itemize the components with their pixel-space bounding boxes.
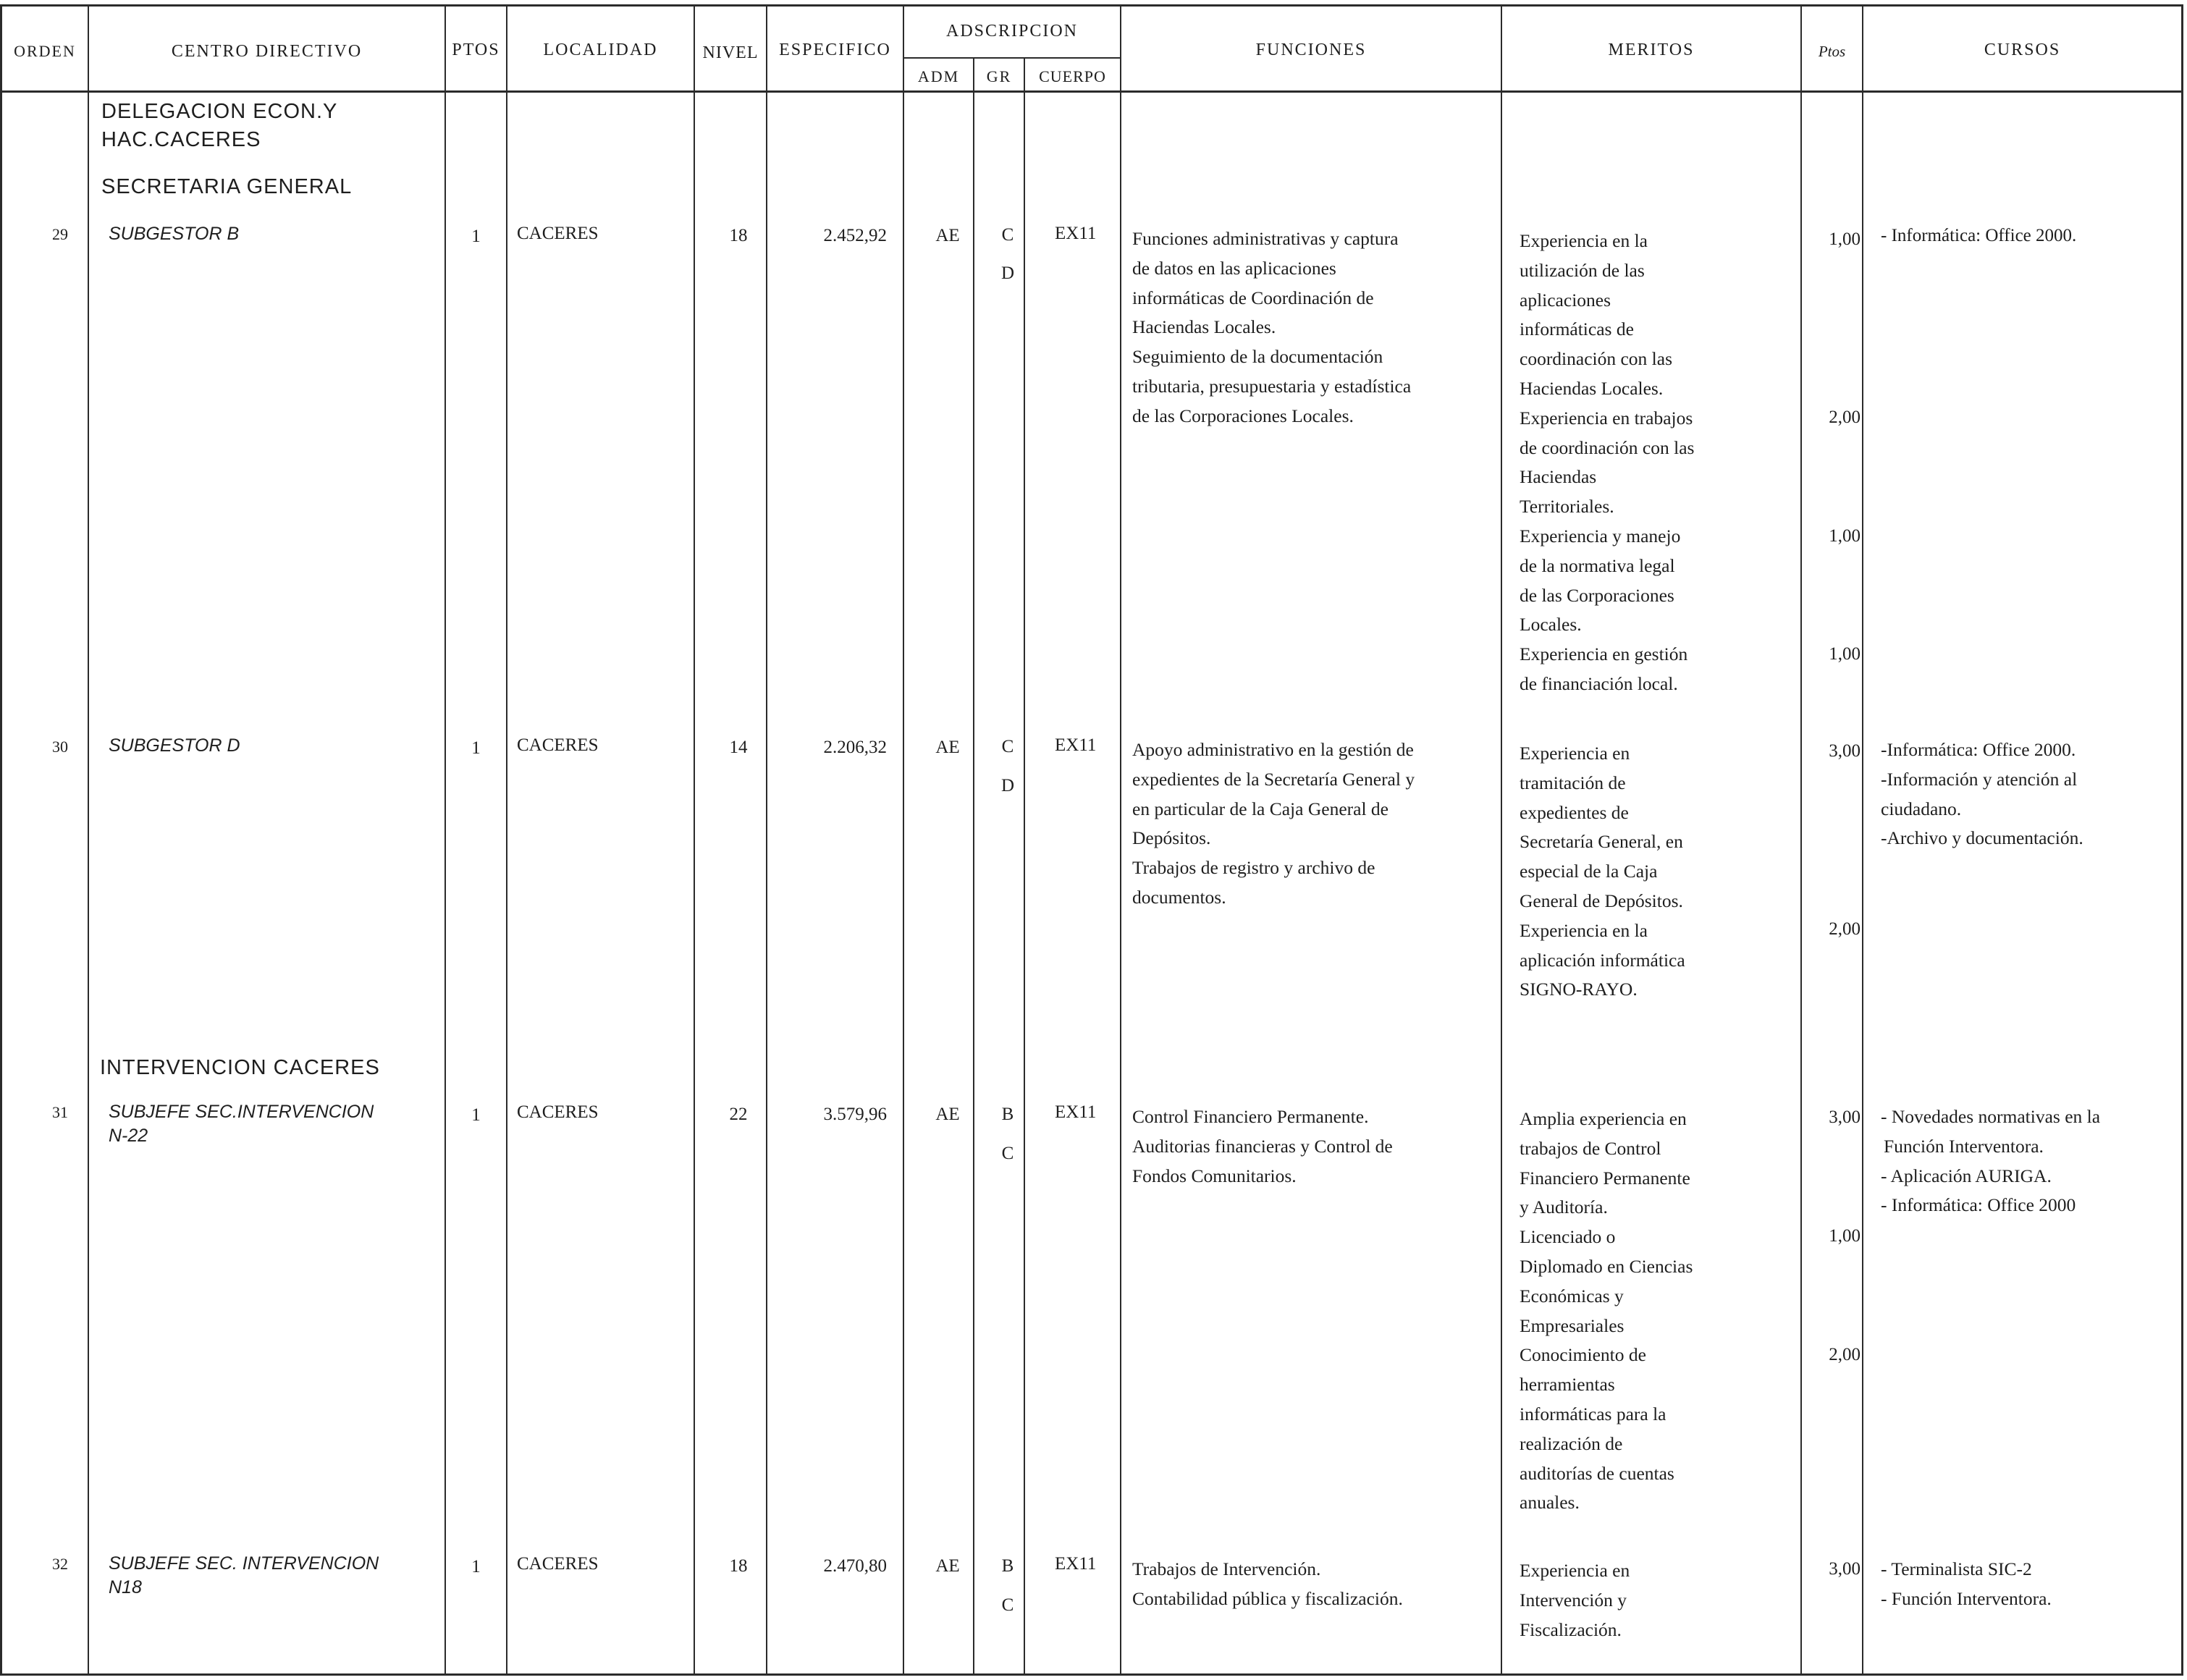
row-ptos: 1	[471, 1557, 481, 1576]
row-puntos: 1,00	[1829, 229, 1861, 249]
row-cuerpo: EX11	[1055, 1554, 1097, 1574]
row-cursos: - Informática: Office 2000.	[1881, 226, 2077, 245]
row-gr: D	[1000, 776, 1015, 795]
row-nivel: 18	[729, 1556, 748, 1576]
row-cursos: - Novedades normativas en la Función Interventora. - Aplicación AURIGA. - Informática: Office 2000	[1881, 1106, 2101, 1216]
header-localidad: LOCALIDAD	[543, 41, 658, 59]
header-especifico: ESPECIFICO	[779, 41, 891, 59]
row-gr: B	[1001, 1556, 1014, 1576]
row-orden: 31	[52, 1103, 68, 1121]
col-divider	[1024, 57, 1025, 1676]
col-divider	[973, 57, 974, 1676]
row-orden: 29	[52, 225, 68, 243]
row-localidad: CACERES	[517, 1554, 599, 1574]
row-meritos: Experiencia en la utilización de las aplicaciones informáticas de coordinación con las Haciendas Locales. Experiencia en trabajos de coordinación con las Haciendas Territoriales. Experiencia y manejo de la normativa legal de las Corporaciones Locales. Experiencia en gestión de financiación local.	[1520, 230, 1695, 694]
row-especifico: 2.452,92	[823, 226, 887, 245]
col-divider	[694, 4, 695, 1676]
group-heading: DELEGACION ECON.Y	[101, 100, 338, 123]
row-puntos: 1,00	[1829, 1226, 1861, 1246]
row-cursos: -Informática: Office 2000. -Información y atención al ciudadano. -Archivo y documentación.	[1881, 739, 2083, 849]
row-puesto: SUBGESTOR D	[109, 735, 240, 756]
row-gr: C	[1001, 1144, 1014, 1163]
row-gr: C	[1001, 1595, 1014, 1615]
row-puntos: 3,00	[1829, 1107, 1861, 1127]
row-orden: 30	[52, 738, 68, 756]
section-heading: INTERVENCION CACERES	[100, 1056, 380, 1079]
row-cuerpo: EX11	[1055, 224, 1097, 243]
row-gr: C	[1001, 225, 1014, 245]
row-gr: D	[1000, 263, 1015, 283]
header-orden: ORDEN	[14, 42, 76, 60]
row-funciones: Control Financiero Permanente. Auditorias financieras y Control de Fondos Comunitarios.	[1132, 1106, 1393, 1186]
row-puesto: SUBJEFE SEC.INTERVENCION	[109, 1102, 374, 1122]
row-ptos: 1	[471, 227, 481, 246]
row-puntos: 1,00	[1829, 644, 1861, 664]
row-funciones: Trabajos de Intervención. Contabilidad pública y fiscalización.	[1132, 1558, 1403, 1609]
row-cuerpo: EX11	[1055, 1102, 1097, 1122]
header-cursos: CURSOS	[1984, 41, 2061, 59]
row-localidad: CACERES	[517, 735, 599, 755]
header-ptos: PTOS	[452, 41, 500, 59]
row-adm: AE	[935, 738, 960, 757]
row-puntos: 2,00	[1829, 408, 1861, 427]
section-heading: SECRETARIA GENERAL	[101, 175, 353, 198]
row-funciones: Funciones administrativas y captura de datos en las aplicaciones informáticas de Coordinación de Haciendas Locales. Seguimiento de la documentación tributaria, presupuestaria y estadística de las Corporaciones Locales.	[1132, 228, 1412, 426]
header-cuerpo: CUERPO	[1039, 67, 1106, 85]
col-divider	[2181, 4, 2183, 1676]
row-nivel: 14	[729, 738, 748, 757]
row-adm: AE	[935, 1105, 960, 1124]
col-divider	[1501, 4, 1502, 1676]
row-puesto: SUBGESTOR B	[109, 224, 240, 244]
header-nivel: NIVEL	[702, 43, 759, 62]
col-divider	[1120, 4, 1121, 1676]
row-orden: 32	[52, 1555, 68, 1573]
row-funciones: Apoyo administrativo en la gestión de expedientes de la Secretaría General y en particular de la Caja General de Depósitos. Trabajos de registro y archivo de documentos.	[1132, 739, 1415, 908]
header-gr: GR	[986, 67, 1012, 85]
row-ptos: 1	[471, 738, 481, 758]
col-divider	[0, 4, 2, 1676]
row-adm: AE	[935, 1556, 960, 1576]
table-bottom-border	[0, 1673, 2183, 1676]
row-puntos: 1,00	[1829, 526, 1861, 546]
row-puesto: N18	[109, 1577, 142, 1597]
adscripcion-divider	[903, 57, 1121, 59]
row-localidad: CACERES	[517, 1102, 599, 1122]
row-adm: AE	[935, 226, 960, 245]
row-ptos: 1	[471, 1105, 481, 1125]
col-divider	[506, 4, 507, 1676]
header-funciones: FUNCIONES	[1255, 41, 1367, 59]
group-heading: HAC.CACERES	[101, 128, 261, 151]
col-divider	[1800, 4, 1802, 1676]
header-meritos: MERITOS	[1608, 41, 1695, 59]
row-puntos: 2,00	[1829, 919, 1861, 939]
table-top-border	[0, 4, 2183, 7]
row-puesto: SUBJEFE SEC. INTERVENCION	[109, 1553, 379, 1574]
row-nivel: 18	[729, 226, 748, 245]
row-puntos: 2,00	[1829, 1345, 1861, 1364]
header-centro-directivo: CENTRO DIRECTIVO	[171, 42, 363, 61]
row-especifico: 2.206,32	[823, 738, 887, 757]
row-cuerpo: EX11	[1055, 735, 1097, 755]
col-divider	[88, 4, 89, 1676]
row-nivel: 22	[729, 1105, 748, 1124]
row-puntos: 3,00	[1829, 1559, 1861, 1579]
row-gr: C	[1001, 737, 1014, 756]
row-meritos: Amplia experiencia en trabajos de Control Financiero Permanente y Auditoría. Licenciado o Diplomado en Ciencias Económicas y Empresariales Conocimiento de herramientas informáticas para la realización de auditorías de cuentas anuales.	[1520, 1108, 1693, 1514]
row-especifico: 3.579,96	[823, 1105, 887, 1124]
row-puntos: 3,00	[1829, 741, 1861, 761]
row-cursos: - Terminalista SIC-2 - Función Interventora.	[1881, 1558, 2052, 1609]
row-puesto: N-22	[109, 1126, 148, 1146]
header-adscripcion: ADSCRIPCION	[945, 22, 1079, 41]
col-divider	[444, 4, 446, 1676]
row-gr: B	[1001, 1105, 1014, 1124]
col-divider	[1862, 4, 1863, 1676]
header-ptos-meritos: Ptos	[1818, 43, 1846, 60]
row-especifico: 2.470,80	[823, 1556, 887, 1576]
header-adm: ADM	[917, 67, 960, 85]
header-bottom-border	[0, 90, 2183, 93]
row-meritos: Experiencia en tramitación de expedientes de Secretaría General, en especial de la Caja General de Depósitos. Experiencia en la aplicación informática SIGNO-RAYO.	[1520, 743, 1685, 1000]
col-divider	[766, 4, 767, 1676]
col-divider	[903, 4, 904, 1676]
row-localidad: CACERES	[517, 224, 599, 243]
row-meritos: Experiencia en Intervención y Fiscalización.	[1520, 1560, 1630, 1640]
